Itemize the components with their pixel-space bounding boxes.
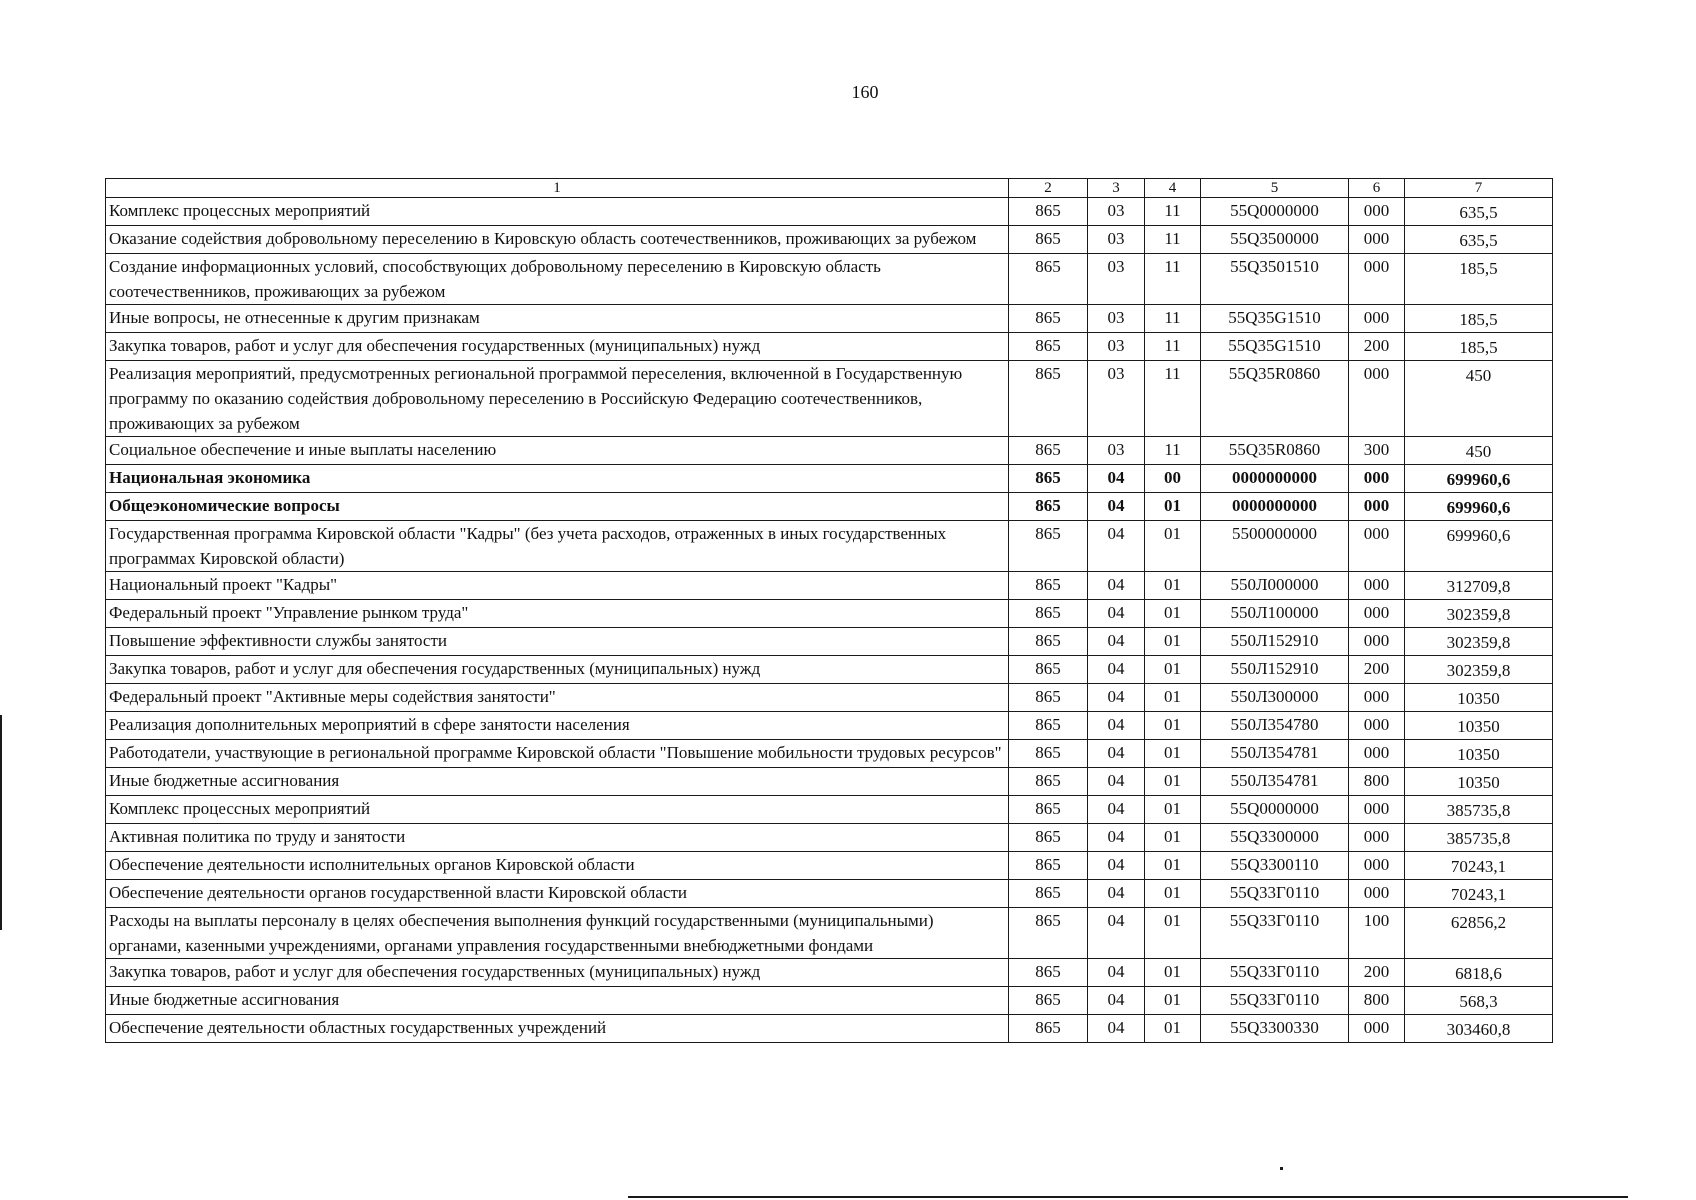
- row-expense-type-cell: 800: [1349, 768, 1405, 796]
- row-expense-type-cell: 000: [1349, 361, 1405, 437]
- row-subsection-cell: 01: [1145, 684, 1201, 712]
- table-body: [106, 198, 1553, 1043]
- row-expense-type-cell: 200: [1349, 959, 1405, 987]
- row-amount-cell: 10350: [1405, 768, 1553, 796]
- row-expense-type-cell: 000: [1349, 684, 1405, 712]
- row-amount-cell: 302359,8: [1405, 656, 1553, 684]
- row-name-cell: Активная политика по труду и занятости: [106, 824, 1009, 852]
- row-target-cell: 5500000000: [1201, 521, 1349, 572]
- row-ministry-cell: 865: [1009, 1015, 1088, 1043]
- row-subsection-cell: 11: [1145, 226, 1201, 254]
- row-expense-type-cell: 000: [1349, 796, 1405, 824]
- row-section-cell: 03: [1088, 226, 1145, 254]
- page-number: 160: [851, 82, 879, 102]
- row-target-cell: 550Л000000: [1201, 572, 1349, 600]
- row-expense-type-cell: 300: [1349, 437, 1405, 465]
- row-expense-type-cell: 000: [1349, 226, 1405, 254]
- row-amount-cell: 450: [1405, 437, 1553, 465]
- row-subsection-cell: 01: [1145, 987, 1201, 1015]
- row-name-cell: Федеральный проект "Управление рынком труда": [106, 600, 1009, 628]
- table-row: [106, 305, 1553, 333]
- row-expense-type-cell: 000: [1349, 824, 1405, 852]
- row-target-cell: 55Q35R0860: [1201, 361, 1349, 437]
- row-amount-cell: 699960,6: [1405, 521, 1553, 572]
- row-ministry-cell: 865: [1009, 852, 1088, 880]
- row-subsection-cell: 01: [1145, 908, 1201, 959]
- row-target-cell: 55Q35G1510: [1201, 305, 1349, 333]
- row-amount-cell: 303460,8: [1405, 1015, 1553, 1043]
- row-target-cell: 55Q33Г0110: [1201, 880, 1349, 908]
- row-expense-type-cell: 000: [1349, 600, 1405, 628]
- row-target-cell: 550Л354781: [1201, 768, 1349, 796]
- row-section-cell: 04: [1088, 987, 1145, 1015]
- row-section-cell: 04: [1088, 628, 1145, 656]
- budget-table: [105, 178, 1553, 1043]
- row-ministry-cell: 865: [1009, 628, 1088, 656]
- row-target-cell: 55Q33Г0110: [1201, 908, 1349, 959]
- row-section-cell: 04: [1088, 740, 1145, 768]
- table-row: [106, 333, 1553, 361]
- table-row: [106, 712, 1553, 740]
- row-target-cell: 55Q3500000: [1201, 226, 1349, 254]
- row-expense-type-cell: 200: [1349, 333, 1405, 361]
- row-name-cell: Закупка товаров, работ и услуг для обеспечения государственных (муниципальных) нужд: [106, 333, 1009, 361]
- row-section-cell: 04: [1088, 493, 1145, 521]
- row-expense-type-cell: 000: [1349, 852, 1405, 880]
- row-name-cell: Национальный проект "Кадры": [106, 572, 1009, 600]
- row-subsection-cell: 01: [1145, 852, 1201, 880]
- row-amount-cell: 699960,6: [1405, 465, 1553, 493]
- row-expense-type-cell: 000: [1349, 880, 1405, 908]
- row-ministry-cell: 865: [1009, 656, 1088, 684]
- row-amount-cell: 70243,1: [1405, 852, 1553, 880]
- row-ministry-cell: 865: [1009, 796, 1088, 824]
- row-ministry-cell: 865: [1009, 880, 1088, 908]
- row-name-cell: Иные вопросы, не отнесенные к другим признакам: [106, 305, 1009, 333]
- row-target-cell: 55Q0000000: [1201, 198, 1349, 226]
- row-expense-type-cell: 100: [1349, 908, 1405, 959]
- header-row: [106, 179, 1553, 198]
- row-subsection-cell: 01: [1145, 740, 1201, 768]
- row-expense-type-cell: 800: [1349, 987, 1405, 1015]
- row-subsection-cell: 11: [1145, 333, 1201, 361]
- row-name-cell: Реализация дополнительных мероприятий в сфере занятости населения: [106, 712, 1009, 740]
- row-target-cell: 0000000000: [1201, 493, 1349, 521]
- row-amount-cell: 302359,8: [1405, 600, 1553, 628]
- table-row: [106, 600, 1553, 628]
- table-row: [106, 959, 1553, 987]
- row-ministry-cell: 865: [1009, 684, 1088, 712]
- row-amount-cell: 568,3: [1405, 987, 1553, 1015]
- row-name-cell: Расходы на выплаты персоналу в целях обеспечения выполнения функций государственными (муниципальными) органами, казенными учреждениями, органами управления государственными внебюджетными фондами: [106, 908, 1009, 959]
- row-section-cell: 04: [1088, 572, 1145, 600]
- row-expense-type-cell: 000: [1349, 305, 1405, 333]
- row-expense-type-cell: 200: [1349, 656, 1405, 684]
- row-subsection-cell: 01: [1145, 628, 1201, 656]
- table-row: [106, 226, 1553, 254]
- table-row: [106, 908, 1553, 959]
- row-subsection-cell: 01: [1145, 880, 1201, 908]
- row-expense-type-cell: 000: [1349, 198, 1405, 226]
- row-expense-type-cell: 000: [1349, 493, 1405, 521]
- row-subsection-cell: 01: [1145, 600, 1201, 628]
- row-ministry-cell: 865: [1009, 254, 1088, 305]
- table-row: [106, 361, 1553, 437]
- row-name-cell: Создание информационных условий, способствующих добровольному переселению в Кировскую область соотечественников, проживающих за рубежом: [106, 254, 1009, 305]
- row-amount-cell: 10350: [1405, 740, 1553, 768]
- row-amount-cell: 385735,8: [1405, 796, 1553, 824]
- row-section-cell: 04: [1088, 824, 1145, 852]
- row-name-cell: Работодатели, участвующие в региональной программе Кировской области "Повышение мобильности трудовых ресурсов": [106, 740, 1009, 768]
- row-name-cell: Обеспечение деятельности исполнительных органов Кировской области: [106, 852, 1009, 880]
- row-amount-cell: 450: [1405, 361, 1553, 437]
- row-name-cell: Комплекс процессных мероприятий: [106, 198, 1009, 226]
- row-subsection-cell: 01: [1145, 521, 1201, 572]
- row-amount-cell: 62856,2: [1405, 908, 1553, 959]
- row-target-cell: 0000000000: [1201, 465, 1349, 493]
- column-header-target: 5: [1201, 179, 1349, 198]
- row-expense-type-cell: 000: [1349, 572, 1405, 600]
- row-amount-cell: 635,5: [1405, 198, 1553, 226]
- row-section-cell: 04: [1088, 600, 1145, 628]
- row-ministry-cell: 865: [1009, 521, 1088, 572]
- table-row: [106, 796, 1553, 824]
- table-row: [106, 656, 1553, 684]
- row-section-cell: 03: [1088, 254, 1145, 305]
- row-ministry-cell: 865: [1009, 226, 1088, 254]
- table-row: [106, 987, 1553, 1015]
- row-expense-type-cell: 000: [1349, 254, 1405, 305]
- row-subsection-cell: 01: [1145, 493, 1201, 521]
- row-ministry-cell: 865: [1009, 198, 1088, 226]
- table-row: [106, 1015, 1553, 1043]
- row-section-cell: 04: [1088, 796, 1145, 824]
- row-section-cell: 04: [1088, 656, 1145, 684]
- row-section-cell: 04: [1088, 852, 1145, 880]
- row-ministry-cell: 865: [1009, 987, 1088, 1015]
- row-subsection-cell: 11: [1145, 198, 1201, 226]
- row-ministry-cell: 865: [1009, 908, 1088, 959]
- row-name-cell: Иные бюджетные ассигнования: [106, 768, 1009, 796]
- row-ministry-cell: 865: [1009, 600, 1088, 628]
- row-amount-cell: 635,5: [1405, 226, 1553, 254]
- row-section-cell: 03: [1088, 361, 1145, 437]
- row-name-cell: Закупка товаров, работ и услуг для обеспечения государственных (муниципальных) нужд: [106, 959, 1009, 987]
- column-header-section: 3: [1088, 179, 1145, 198]
- table-row: [106, 628, 1553, 656]
- row-subsection-cell: 01: [1145, 712, 1201, 740]
- row-name-cell: Социальное обеспечение и иные выплаты населению: [106, 437, 1009, 465]
- row-section-cell: 03: [1088, 333, 1145, 361]
- row-target-cell: 550Л100000: [1201, 600, 1349, 628]
- row-subsection-cell: 01: [1145, 1015, 1201, 1043]
- row-ministry-cell: 865: [1009, 712, 1088, 740]
- row-amount-cell: 312709,8: [1405, 572, 1553, 600]
- row-ministry-cell: 865: [1009, 333, 1088, 361]
- row-amount-cell: 10350: [1405, 684, 1553, 712]
- row-amount-cell: 10350: [1405, 712, 1553, 740]
- row-section-cell: 04: [1088, 908, 1145, 959]
- row-expense-type-cell: 000: [1349, 712, 1405, 740]
- table-row: [106, 521, 1553, 572]
- row-name-cell: Иные бюджетные ассигнования: [106, 987, 1009, 1015]
- table-row: [106, 852, 1553, 880]
- column-header-expense-type: 6: [1349, 179, 1405, 198]
- table-row: [106, 198, 1553, 226]
- row-amount-cell: 699960,6: [1405, 493, 1553, 521]
- row-subsection-cell: 01: [1145, 768, 1201, 796]
- row-section-cell: 04: [1088, 1015, 1145, 1043]
- scan-bottom-line: [628, 1196, 1628, 1198]
- row-expense-type-cell: 000: [1349, 465, 1405, 493]
- row-ministry-cell: 865: [1009, 437, 1088, 465]
- table-row: [106, 572, 1553, 600]
- column-header-name: 1: [106, 179, 1009, 198]
- row-name-cell: Государственная программа Кировской области "Кадры" (без учета расходов, отраженных в иных государственных программах Кировской области): [106, 521, 1009, 572]
- row-amount-cell: 302359,8: [1405, 628, 1553, 656]
- row-ministry-cell: 865: [1009, 493, 1088, 521]
- row-target-cell: 55Q3300110: [1201, 852, 1349, 880]
- row-expense-type-cell: 000: [1349, 521, 1405, 572]
- row-expense-type-cell: 000: [1349, 740, 1405, 768]
- row-ministry-cell: 865: [1009, 465, 1088, 493]
- row-name-cell: Закупка товаров, работ и услуг для обеспечения государственных (муниципальных) нужд: [106, 656, 1009, 684]
- row-target-cell: 55Q35R0860: [1201, 437, 1349, 465]
- table-row: [106, 437, 1553, 465]
- row-target-cell: 55Q0000000: [1201, 796, 1349, 824]
- row-ministry-cell: 865: [1009, 361, 1088, 437]
- row-ministry-cell: 865: [1009, 768, 1088, 796]
- row-ministry-cell: 865: [1009, 305, 1088, 333]
- row-amount-cell: 385735,8: [1405, 824, 1553, 852]
- row-section-cell: 04: [1088, 712, 1145, 740]
- row-subsection-cell: 01: [1145, 959, 1201, 987]
- row-name-cell: Обеспечение деятельности органов государственной власти Кировской области: [106, 880, 1009, 908]
- row-subsection-cell: 00: [1145, 465, 1201, 493]
- row-name-cell: Повышение эффективности службы занятости: [106, 628, 1009, 656]
- table-row: [106, 824, 1553, 852]
- row-target-cell: 550Л354781: [1201, 740, 1349, 768]
- row-target-cell: 55Q3300330: [1201, 1015, 1349, 1043]
- row-section-cell: 04: [1088, 521, 1145, 572]
- row-name-cell: Общеэкономические вопросы: [106, 493, 1009, 521]
- row-name-cell: Федеральный проект "Активные меры содействия занятости": [106, 684, 1009, 712]
- row-ministry-cell: 865: [1009, 959, 1088, 987]
- row-name-cell: Комплекс процессных мероприятий: [106, 796, 1009, 824]
- row-target-cell: 550Л354780: [1201, 712, 1349, 740]
- row-subsection-cell: 01: [1145, 796, 1201, 824]
- row-section-cell: 04: [1088, 465, 1145, 493]
- row-amount-cell: 185,5: [1405, 333, 1553, 361]
- row-target-cell: 55Q3501510: [1201, 254, 1349, 305]
- table-row: [106, 465, 1553, 493]
- column-header-subsection: 4: [1145, 179, 1201, 198]
- row-name-cell: Реализация мероприятий, предусмотренных региональной программой переселения, включенной в Государственную программу по оказанию содействия добровольному переселению в Российскую Федерацию соотечественников, проживающих за рубежом: [106, 361, 1009, 437]
- row-target-cell: 55Q33Г0110: [1201, 987, 1349, 1015]
- row-section-cell: 04: [1088, 959, 1145, 987]
- table-row: [106, 740, 1553, 768]
- row-section-cell: 03: [1088, 437, 1145, 465]
- row-section-cell: 04: [1088, 684, 1145, 712]
- row-subsection-cell: 11: [1145, 305, 1201, 333]
- row-target-cell: 550Л300000: [1201, 684, 1349, 712]
- row-subsection-cell: 01: [1145, 572, 1201, 600]
- row-name-cell: Обеспечение деятельности областных государственных учреждений: [106, 1015, 1009, 1043]
- row-section-cell: 03: [1088, 198, 1145, 226]
- table-row: [106, 684, 1553, 712]
- row-target-cell: 55Q3300000: [1201, 824, 1349, 852]
- column-header-ministry: 2: [1009, 179, 1088, 198]
- table-row: [106, 254, 1553, 305]
- scan-edge-mark: [0, 715, 2, 930]
- row-expense-type-cell: 000: [1349, 1015, 1405, 1043]
- row-name-cell: Национальная экономика: [106, 465, 1009, 493]
- row-name-cell: Оказание содействия добровольному переселению в Кировскую область соотечественников, проживающих за рубежом: [106, 226, 1009, 254]
- row-ministry-cell: 865: [1009, 740, 1088, 768]
- scan-dot: [1280, 1167, 1283, 1170]
- row-target-cell: 550Л152910: [1201, 628, 1349, 656]
- row-target-cell: 55Q35G1510: [1201, 333, 1349, 361]
- row-section-cell: 04: [1088, 768, 1145, 796]
- row-subsection-cell: 01: [1145, 656, 1201, 684]
- row-amount-cell: 6818,6: [1405, 959, 1553, 987]
- row-amount-cell: 185,5: [1405, 305, 1553, 333]
- row-subsection-cell: 11: [1145, 437, 1201, 465]
- row-expense-type-cell: 000: [1349, 628, 1405, 656]
- row-amount-cell: 185,5: [1405, 254, 1553, 305]
- table-row: [106, 880, 1553, 908]
- row-subsection-cell: 01: [1145, 824, 1201, 852]
- row-target-cell: 55Q33Г0110: [1201, 959, 1349, 987]
- row-section-cell: 03: [1088, 305, 1145, 333]
- table-row: [106, 493, 1553, 521]
- row-subsection-cell: 11: [1145, 361, 1201, 437]
- table-row: [106, 768, 1553, 796]
- row-ministry-cell: 865: [1009, 572, 1088, 600]
- row-amount-cell: 70243,1: [1405, 880, 1553, 908]
- row-ministry-cell: 865: [1009, 824, 1088, 852]
- row-section-cell: 04: [1088, 880, 1145, 908]
- row-target-cell: 550Л152910: [1201, 656, 1349, 684]
- column-header-amount: 7: [1405, 179, 1553, 198]
- row-subsection-cell: 11: [1145, 254, 1201, 305]
